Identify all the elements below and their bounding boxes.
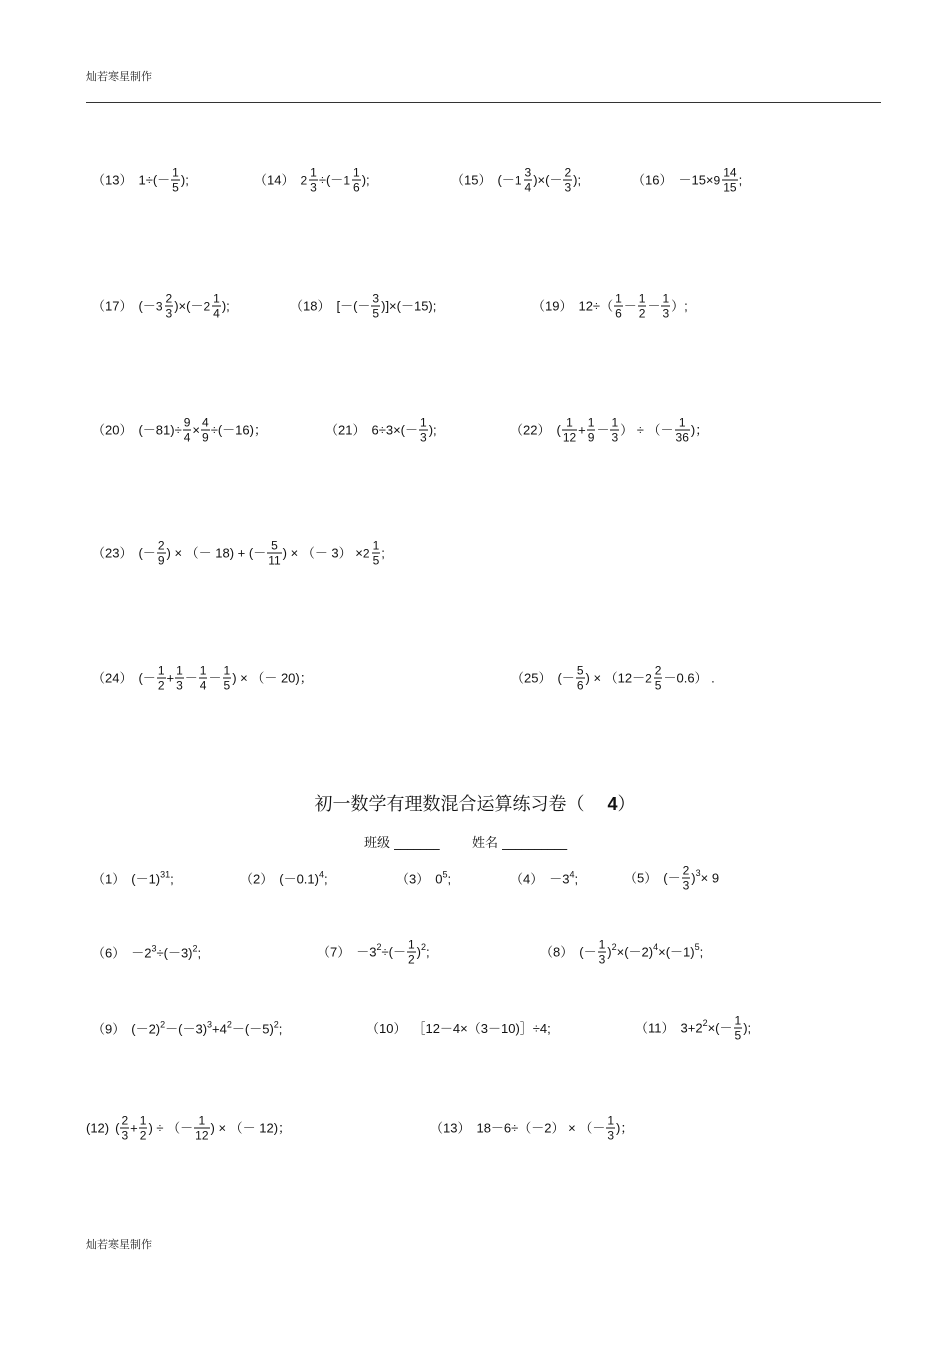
problem-25	[511, 665, 715, 692]
expr-text: 1÷(－	[138, 172, 171, 188]
expr-text: );	[743, 1020, 752, 1036]
fraction	[587, 417, 596, 444]
expr-text: ×(－1)	[658, 944, 695, 960]
numerator: 1	[199, 663, 207, 678]
expr-text: [－(－	[336, 298, 371, 314]
exponent: 2	[160, 1019, 166, 1030]
problem-24	[92, 665, 313, 692]
problem-label: （4）	[510, 871, 544, 887]
expr-text: －	[623, 298, 637, 314]
expr-text: );	[221, 298, 230, 314]
problem-17	[92, 293, 230, 320]
denominator: 12	[562, 430, 577, 445]
exponent: 4	[318, 869, 324, 880]
fraction	[563, 167, 572, 194]
numerator: 3	[524, 165, 532, 180]
fraction	[183, 417, 192, 444]
exponent: 5	[694, 942, 700, 953]
expr-text: )	[691, 870, 696, 886]
problem-15	[451, 167, 581, 194]
expr-text: ;	[197, 945, 202, 961]
numerator: 1	[372, 538, 380, 553]
whole-number: 2	[362, 546, 370, 560]
header-rule	[86, 102, 881, 103]
page-header: 灿若寒星制作	[86, 71, 152, 83]
problem-23	[92, 540, 385, 567]
problem-18	[290, 293, 436, 320]
problem-20	[92, 417, 267, 444]
problem-8	[540, 939, 703, 966]
numerator: 1	[172, 165, 179, 180]
expr-text: (	[115, 1120, 120, 1136]
problem-label: （21）	[325, 422, 366, 438]
numerator: 1	[566, 415, 573, 430]
denominator: 3	[420, 430, 427, 445]
whole-number: 2	[300, 173, 308, 187]
denominator: 9	[202, 430, 209, 445]
denominator: 3	[607, 1128, 615, 1143]
expr-text: ) × （12－	[585, 670, 646, 686]
exponent: 3	[207, 1019, 213, 1030]
numerator: 1	[176, 663, 183, 678]
problem-label: （23）	[92, 545, 133, 561]
numerator: 1	[638, 291, 646, 306]
expr-text: －	[208, 670, 222, 686]
problem-2	[240, 870, 328, 885]
fraction	[371, 293, 380, 320]
problem-3	[396, 870, 451, 885]
problem-label: （25）	[511, 670, 552, 686]
denominator: 4	[213, 306, 220, 321]
fraction	[352, 167, 361, 194]
fraction	[372, 540, 381, 567]
expr-text: ;	[738, 172, 743, 188]
exponent: 2	[702, 1018, 708, 1029]
fraction	[194, 1115, 209, 1142]
expr-text: ;	[699, 944, 704, 960]
numerator: 1	[407, 937, 415, 952]
exponent: 2	[226, 1019, 232, 1030]
denominator: 3	[165, 306, 173, 321]
numerator: 1	[678, 415, 686, 430]
problem-label: （17）	[92, 298, 133, 314]
denominator: 3	[611, 430, 619, 445]
problem-12b	[86, 1115, 291, 1142]
denominator: 5	[734, 1028, 742, 1043]
expr-text: ÷(－16)；	[210, 422, 267, 438]
fraction	[309, 167, 318, 194]
denominator: 6	[353, 180, 360, 195]
numerator: 1	[598, 937, 606, 952]
expr-text: 18－6÷（－2） × （－	[476, 1120, 606, 1136]
expr-text: 0	[435, 871, 443, 887]
fraction	[212, 293, 221, 320]
fraction	[407, 939, 416, 966]
expr-text: )×(－	[174, 298, 204, 314]
whole-number: 1	[343, 173, 350, 187]
expr-text: +	[578, 422, 586, 438]
fraction	[654, 665, 663, 692]
denominator: 3	[662, 306, 670, 321]
denominator: 2	[157, 678, 165, 693]
expr-text: ;	[323, 871, 328, 887]
expr-text: +	[166, 670, 175, 686]
expr-text: 6÷3×(－	[371, 422, 418, 438]
problem-21	[325, 417, 437, 444]
fraction	[614, 293, 623, 320]
numerator: 4	[202, 415, 209, 430]
problem-label: （7）	[317, 944, 351, 960]
exponent: 4	[569, 869, 575, 880]
expr-text: ÷(－3)	[156, 945, 193, 961]
expr-text: －2	[131, 945, 152, 961]
expr-text: ;	[381, 545, 385, 561]
expr-text: ) × （－ 18) + (－	[166, 545, 267, 561]
exponent: 2	[611, 942, 617, 953]
expr-text: );	[573, 172, 582, 188]
fraction	[157, 665, 166, 692]
expr-text: (－	[138, 670, 156, 686]
expr-text: (－0.1)	[279, 871, 319, 887]
expr-text: ×(－2)	[616, 944, 654, 960]
numerator: 1	[353, 165, 360, 180]
expr-text: (－	[497, 172, 515, 188]
expr-text: －3	[356, 944, 377, 960]
expr-text: ［12－4×（3－10)］÷4;	[412, 1021, 551, 1037]
denominator: 3	[598, 952, 606, 967]
denominator: 5	[654, 678, 662, 693]
problem-label: （11）	[635, 1020, 675, 1036]
whole-number: 2	[203, 299, 211, 313]
expr-text: ×	[192, 422, 201, 438]
exponent: 2	[273, 1019, 279, 1030]
denominator: 3	[121, 1128, 129, 1143]
problem-19	[532, 293, 688, 320]
numerator: 2	[654, 663, 662, 678]
numerator: 1	[587, 415, 595, 430]
exponent: 3	[695, 868, 701, 879]
expr-text: ) ÷ （－	[148, 1120, 194, 1136]
numerator: 9	[183, 415, 191, 430]
expr-text: (	[556, 422, 561, 438]
fraction	[661, 293, 670, 320]
expr-text: +4	[212, 1021, 227, 1037]
fraction	[722, 167, 737, 194]
numerator: 2	[157, 538, 165, 553]
problem-11	[635, 1015, 751, 1042]
expr-text: ×(－	[707, 1020, 733, 1036]
expr-text: );	[428, 422, 437, 438]
fraction	[524, 167, 533, 194]
problem-5	[624, 865, 719, 892]
expr-text: ÷(－	[381, 944, 406, 960]
page-footer: 灿若寒星制作	[86, 1239, 152, 1251]
fraction	[562, 417, 577, 444]
fraction	[576, 665, 585, 692]
worksheet-title: 初一数学有理数混合运算练习卷（ 4）	[314, 794, 636, 815]
expr-text: );	[361, 172, 370, 188]
student-info	[364, 832, 567, 851]
expr-text: )×(－	[533, 172, 563, 188]
denominator: 4	[183, 430, 191, 445]
problem-13b	[430, 1115, 633, 1142]
expr-text: (－	[663, 870, 681, 886]
denominator: 5	[172, 180, 179, 195]
fraction	[598, 939, 607, 966]
name-label: 姓名	[471, 836, 498, 851]
fraction	[419, 417, 428, 444]
fraction	[165, 293, 174, 320]
denominator: 5	[372, 306, 380, 321]
denominator: 6	[576, 678, 584, 693]
problem-label: （1）	[92, 871, 126, 887]
whole-number: 3	[155, 299, 163, 313]
denominator: 5	[372, 553, 380, 568]
problem-16	[632, 167, 742, 194]
numerator: 2	[121, 1113, 129, 1128]
numerator: 1	[607, 1113, 615, 1128]
numerator: 2	[564, 165, 572, 180]
expr-text: ÷(－	[318, 172, 344, 188]
fraction	[638, 293, 647, 320]
expr-text: (－	[138, 298, 156, 314]
expr-text: ） ÷ （－	[620, 422, 674, 438]
numerator: 1	[611, 415, 619, 430]
expr-text: (－	[579, 944, 597, 960]
expr-text: × 9	[700, 870, 720, 886]
fraction	[201, 417, 210, 444]
fraction	[734, 1015, 743, 1042]
problem-label: （13）	[92, 172, 133, 188]
numerator: 5	[271, 538, 278, 553]
numerator: 2	[165, 291, 173, 306]
problem-1	[92, 870, 174, 885]
expr-text: +	[130, 1120, 138, 1136]
fraction	[199, 665, 208, 692]
numerator: 3	[372, 291, 380, 306]
expr-text: (－	[138, 545, 156, 561]
denominator: 9	[157, 553, 165, 568]
expr-text: ) × （－ 20)；	[232, 670, 313, 686]
exponent: 31	[160, 869, 171, 880]
denominator: 3	[564, 180, 572, 195]
denominator: 3	[176, 678, 183, 693]
expr-text: ;	[426, 944, 430, 960]
numerator: 1	[615, 291, 622, 306]
exponent: 4	[653, 942, 659, 953]
problem-6	[92, 944, 201, 959]
numerator: 1	[213, 291, 220, 306]
denominator: 6	[615, 306, 622, 321]
problem-label: （24）	[92, 670, 133, 686]
denominator: 3	[310, 180, 317, 195]
expr-text: ) × （－ 3） ×	[282, 545, 363, 561]
expr-text: －0.6） .	[663, 670, 715, 686]
problem-label: （2）	[240, 871, 274, 887]
denominator: 12	[195, 1128, 209, 1143]
numerator: 5	[576, 663, 584, 678]
problem-label: （22）	[510, 422, 551, 438]
fraction	[675, 417, 690, 444]
denominator: 4	[524, 180, 532, 195]
fraction	[139, 1115, 148, 1142]
denominator: 11	[268, 553, 281, 568]
expr-text: －(－3)	[165, 1021, 208, 1037]
exponent: 2	[192, 943, 198, 954]
numerator: 1	[734, 1013, 742, 1028]
problem-label: （14）	[254, 172, 295, 188]
numerator: 2	[682, 863, 690, 878]
denominator: 15	[723, 180, 737, 195]
name-field[interactable]: __________	[502, 836, 568, 851]
problem-13	[92, 167, 189, 194]
problem-7	[317, 939, 430, 966]
problem-label: （6）	[92, 945, 126, 961]
expr-text: (－81)÷	[138, 422, 182, 438]
denominator: 2	[139, 1128, 147, 1143]
expr-text: ;	[170, 871, 174, 887]
problem-4	[510, 870, 578, 885]
problem-22	[510, 417, 708, 444]
denominator: 3	[682, 878, 690, 893]
fraction	[682, 865, 691, 892]
expr-text: －(－5)	[231, 1021, 274, 1037]
expr-text: )]×(－15);	[381, 298, 437, 314]
whole-number: 2	[645, 671, 652, 685]
problem-label: （5）	[624, 870, 658, 886]
problem-label: （8）	[540, 944, 574, 960]
numerator: 1	[157, 663, 165, 678]
expr-text: ）;	[671, 298, 688, 314]
expr-text: ;	[278, 1021, 283, 1037]
numerator: 1	[139, 1113, 147, 1128]
expr-text: －	[596, 422, 610, 438]
expr-text: －15×	[678, 172, 714, 188]
problem-label: （13）	[430, 1120, 471, 1136]
problem-label: （10）	[366, 1021, 407, 1037]
fraction	[175, 665, 184, 692]
exponent: 2	[420, 942, 426, 953]
numerator: 14	[723, 165, 737, 180]
denominator: 9	[587, 430, 595, 445]
problem-label: （3）	[396, 871, 430, 887]
problem-label: （16）	[632, 172, 673, 188]
problem-label: （9）	[92, 1021, 126, 1037]
denominator: 36	[675, 430, 689, 445]
exponent: 5	[442, 869, 448, 880]
expr-text: )；	[690, 422, 709, 438]
fraction	[606, 1115, 615, 1142]
fraction	[267, 540, 281, 567]
problem-label: （19）	[532, 298, 573, 314]
problem-label: （15）	[451, 172, 492, 188]
expr-text: )；	[616, 1120, 634, 1136]
expr-text: 12÷（	[578, 298, 614, 314]
exponent: 3	[151, 943, 157, 954]
exponent: 2	[376, 942, 382, 953]
fraction	[171, 167, 180, 194]
expr-text: );	[180, 172, 189, 188]
numerator: 1	[662, 291, 670, 306]
expr-text: (－1)	[131, 871, 161, 887]
denominator: 2	[638, 306, 646, 321]
problem-14	[254, 167, 370, 194]
problem-label: （20）	[92, 422, 133, 438]
fraction	[120, 1115, 129, 1142]
problem-10	[366, 1021, 551, 1035]
denominator: 4	[199, 678, 207, 693]
expr-text: (－2)	[131, 1021, 161, 1037]
expr-text: )	[416, 944, 421, 960]
numerator: 1	[310, 165, 317, 180]
expr-text: ;	[574, 871, 579, 887]
fraction	[157, 540, 166, 567]
expr-text: －	[184, 670, 198, 686]
expr-text: －	[647, 298, 661, 314]
numerator: 1	[223, 663, 231, 678]
class-label: 班级	[364, 836, 391, 851]
whole-number: 9	[713, 173, 721, 187]
fraction	[223, 665, 232, 692]
problem-label: (12)	[86, 1120, 110, 1136]
denominator: 2	[407, 952, 415, 967]
expr-text: (－	[557, 670, 575, 686]
whole-number: 1	[514, 173, 522, 187]
expr-text: 3+2	[680, 1020, 703, 1036]
expr-text: ;	[447, 871, 452, 887]
problem-9	[92, 1020, 282, 1035]
class-field[interactable]: _______	[394, 836, 440, 851]
numerator: 1	[420, 415, 427, 430]
denominator: 5	[223, 678, 231, 693]
expr-text: －3	[549, 871, 570, 887]
numerator: 1	[198, 1113, 206, 1128]
fraction	[610, 417, 619, 444]
expr-text: ) × （－ 12)；	[210, 1120, 292, 1136]
expr-text: )	[607, 944, 612, 960]
problem-label: （18）	[290, 298, 331, 314]
